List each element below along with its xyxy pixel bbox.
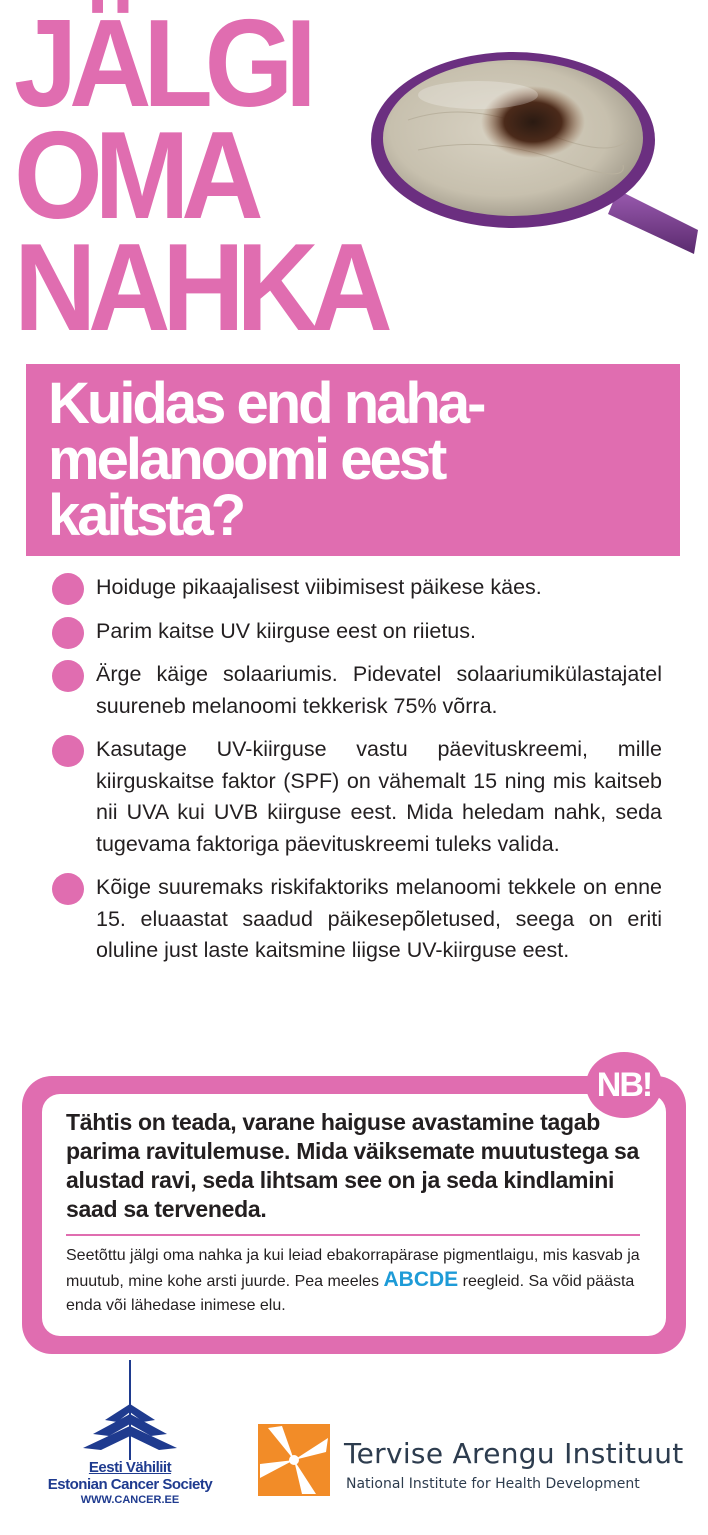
question-line: kaitsta?	[48, 483, 244, 548]
cancer-society-name-et: Eesti Vähiliit	[88, 1459, 172, 1476]
health-institute-logo	[258, 1424, 684, 1504]
headline-line: NAHKA	[14, 219, 385, 357]
nb-badge: NB!	[586, 1052, 662, 1118]
bullet-dot-icon	[52, 617, 84, 649]
question-line: Kuidas end naha-	[48, 371, 484, 436]
list-item	[52, 734, 662, 860]
list-item	[52, 572, 662, 604]
tip-text: Hoiduge pikaajalisest viibimisest päikese käes.	[96, 575, 542, 599]
bullet-dot-icon	[52, 873, 84, 905]
bullet-dot-icon	[52, 573, 84, 605]
nb-callout	[22, 1076, 686, 1354]
tips-list	[52, 572, 662, 979]
list-item	[52, 872, 662, 967]
health-institute-name-et: Tervise Arengu Instituut	[344, 1437, 684, 1470]
divider	[66, 1234, 640, 1236]
list-item	[52, 659, 662, 722]
health-institute-emblem-icon	[258, 1424, 330, 1496]
question-banner	[26, 364, 680, 556]
tip-text: Kasutage UV-kiirguse vastu päevituskreemi, mille kiirguskaitse faktor (SPF) on vähemalt 15 ning mis kaitseb nii UVA kui UVB kiirguse eest. Mida heledam nahk, seda tugevama faktoriga päevituskreemi tuleks valida.	[96, 737, 662, 856]
cancer-society-url: WWW.CANCER.EE	[80, 1494, 180, 1506]
tip-text: Parim kaitse UV kiirguse eest on riietus.	[96, 618, 476, 643]
nb-callout-body	[42, 1094, 666, 1336]
cancer-society-name-en: Estonian Cancer Society	[47, 1476, 213, 1493]
magnifier-image	[368, 40, 704, 260]
tip-text: Ärge käige solaariumis. Pidevatel solaariumikülastajatel suureneb melanoomi tekkerisk 75% võrra.	[96, 662, 662, 718]
question-line: melanoomi eest	[48, 427, 445, 492]
bullet-dot-icon	[52, 660, 84, 692]
abcde-highlight: ABCDE	[383, 1268, 459, 1291]
nb-important-text: Tähtis on teada, varane haiguse avastamine tagab parima ravitulemuse. Mida väiksemate muutustega sa alustad ravi, seda lihtsam see on ja seda kindlamini saad sa terveneda.	[66, 1109, 640, 1222]
cancer-society-emblem-icon	[75, 1360, 185, 1460]
headline-line: JÄLGI	[14, 0, 309, 133]
list-item	[52, 616, 662, 648]
bullet-dot-icon	[52, 735, 84, 767]
nb-advice-part: reegleid. Sa võid päästa enda või lähedase inimese elu.	[66, 1273, 635, 1314]
nb-advice-text	[66, 1244, 648, 1318]
headline-line: OMA	[14, 107, 256, 245]
cancer-society-logo	[40, 1360, 220, 1530]
tip-text: Kõige suuremaks riskifaktoriks melanoomi tekkele on enne 15. eluaastat saadud päikesepõletused, seega on eriti oluline just laste kaitsmine liigse UV-kiirguse eest.	[96, 875, 662, 962]
nb-advice-part: Seetõttu jälgi oma nahka ja kui leiad ebakorrapärase pigmentlaigu, mis kasvab ja muutub, mine kohe arsti juurde. Pea meeles	[66, 1247, 640, 1290]
health-institute-name-en: National Institute for Health Development	[346, 1476, 640, 1492]
